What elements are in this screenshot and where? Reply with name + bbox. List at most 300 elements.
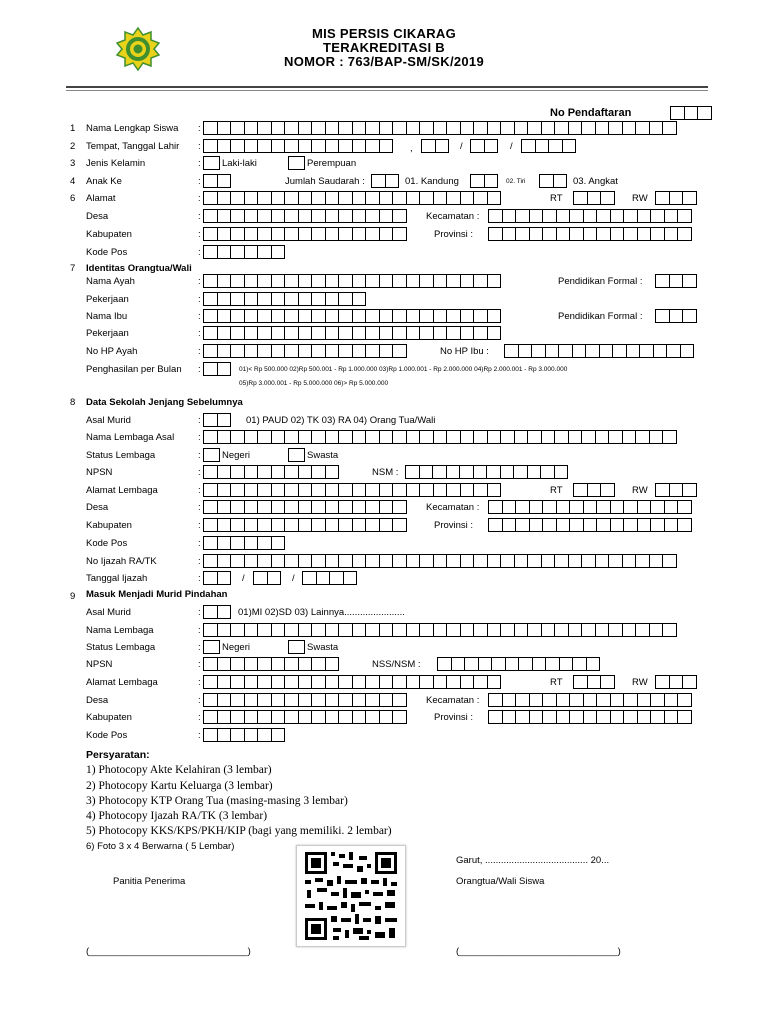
char-box[interactable] <box>257 139 272 153</box>
char-box[interactable] <box>487 675 502 689</box>
char-box[interactable] <box>502 209 517 223</box>
char-box[interactable] <box>311 191 326 205</box>
char-box[interactable] <box>338 710 353 724</box>
tempat-lahir-boxes[interactable] <box>203 139 393 153</box>
char-box[interactable] <box>405 465 420 479</box>
char-box[interactable] <box>325 693 340 707</box>
char-box[interactable] <box>244 554 259 568</box>
char-box[interactable] <box>392 274 407 288</box>
char-box[interactable] <box>637 518 652 532</box>
char-box[interactable] <box>435 139 450 153</box>
char-box[interactable] <box>572 657 587 671</box>
char-box[interactable] <box>596 693 611 707</box>
char-box[interactable] <box>529 693 544 707</box>
char-box[interactable] <box>230 245 245 259</box>
char-box[interactable] <box>316 571 331 585</box>
char-box[interactable] <box>217 227 232 241</box>
char-box[interactable] <box>352 483 367 497</box>
char-box[interactable] <box>267 571 282 585</box>
char-box[interactable] <box>338 274 353 288</box>
char-box[interactable] <box>244 657 259 671</box>
kecamatan-boxes[interactable] <box>488 209 692 223</box>
tgl-ijazah-day-boxes[interactable] <box>203 571 231 585</box>
char-box[interactable] <box>298 710 313 724</box>
char-box[interactable] <box>488 227 503 241</box>
char-box[interactable] <box>419 675 434 689</box>
char-box[interactable] <box>484 139 499 153</box>
char-box[interactable] <box>244 536 259 550</box>
char-box[interactable] <box>217 623 232 637</box>
char-box[interactable] <box>379 309 394 323</box>
char-box[interactable] <box>433 121 448 135</box>
char-box[interactable] <box>600 675 615 689</box>
char-box[interactable] <box>257 292 272 306</box>
char-box[interactable] <box>257 728 272 742</box>
char-box[interactable] <box>244 344 259 358</box>
char-box[interactable] <box>352 191 367 205</box>
alamat-lembaga-boxes[interactable] <box>203 675 501 689</box>
char-box[interactable] <box>244 326 259 340</box>
char-box[interactable] <box>470 174 485 188</box>
char-box[interactable] <box>230 344 245 358</box>
char-box[interactable] <box>664 518 679 532</box>
char-box[interactable] <box>284 326 299 340</box>
char-box[interactable] <box>541 623 556 637</box>
char-box[interactable] <box>600 483 615 497</box>
char-box[interactable] <box>569 518 584 532</box>
char-box[interactable] <box>608 430 623 444</box>
char-box[interactable] <box>284 693 299 707</box>
char-box[interactable] <box>230 623 245 637</box>
char-box[interactable] <box>669 274 684 288</box>
char-box[interactable] <box>257 536 272 550</box>
char-box[interactable] <box>230 309 245 323</box>
char-box[interactable] <box>460 326 475 340</box>
char-box[interactable] <box>433 274 448 288</box>
char-box[interactable] <box>515 710 530 724</box>
char-box[interactable] <box>655 274 670 288</box>
char-box[interactable] <box>677 209 692 223</box>
char-box[interactable] <box>217 121 232 135</box>
char-box[interactable] <box>257 623 272 637</box>
char-box[interactable] <box>664 500 679 514</box>
char-box[interactable] <box>311 483 326 497</box>
char-box[interactable] <box>325 209 340 223</box>
char-box[interactable] <box>569 227 584 241</box>
char-box[interactable] <box>487 326 502 340</box>
char-box[interactable] <box>203 605 218 619</box>
char-box[interactable] <box>284 139 299 153</box>
char-box[interactable] <box>682 483 697 497</box>
char-box[interactable] <box>542 209 557 223</box>
char-box[interactable] <box>257 227 272 241</box>
char-box[interactable] <box>244 209 259 223</box>
char-box[interactable] <box>556 518 571 532</box>
char-box[interactable] <box>500 121 515 135</box>
char-box[interactable] <box>230 657 245 671</box>
char-box[interactable] <box>379 191 394 205</box>
char-box[interactable] <box>217 483 232 497</box>
char-box[interactable] <box>392 710 407 724</box>
char-box[interactable] <box>392 344 407 358</box>
char-box[interactable] <box>392 326 407 340</box>
char-box[interactable] <box>203 500 218 514</box>
char-box[interactable] <box>392 623 407 637</box>
char-box[interactable] <box>230 483 245 497</box>
char-box[interactable] <box>527 465 542 479</box>
char-box[interactable] <box>244 675 259 689</box>
char-box[interactable] <box>379 139 394 153</box>
char-box[interactable] <box>298 344 313 358</box>
pendidikan-ayah-boxes[interactable] <box>655 274 697 288</box>
char-box[interactable] <box>473 121 488 135</box>
char-box[interactable] <box>203 309 218 323</box>
char-box[interactable] <box>230 430 245 444</box>
kabupaten-boxes[interactable] <box>203 518 407 532</box>
char-box[interactable] <box>531 344 546 358</box>
char-box[interactable] <box>500 465 515 479</box>
char-box[interactable] <box>271 139 286 153</box>
char-box[interactable] <box>325 554 340 568</box>
char-box[interactable] <box>217 465 232 479</box>
char-box[interactable] <box>203 191 218 205</box>
char-box[interactable] <box>608 623 623 637</box>
char-box[interactable] <box>325 657 340 671</box>
char-box[interactable] <box>271 554 286 568</box>
tgl-lahir-day-boxes[interactable] <box>421 139 449 153</box>
char-box[interactable] <box>600 191 615 205</box>
char-box[interactable] <box>352 344 367 358</box>
char-box[interactable] <box>230 209 245 223</box>
char-box[interactable] <box>637 227 652 241</box>
char-box[interactable] <box>230 710 245 724</box>
char-box[interactable] <box>697 106 712 120</box>
char-box[interactable] <box>230 728 245 742</box>
rt-boxes[interactable] <box>573 191 615 205</box>
char-box[interactable] <box>284 344 299 358</box>
desa-boxes[interactable] <box>203 500 407 514</box>
char-box[interactable] <box>365 344 380 358</box>
char-box[interactable] <box>203 483 218 497</box>
char-box[interactable] <box>460 121 475 135</box>
char-box[interactable] <box>203 571 218 585</box>
char-box[interactable] <box>244 274 259 288</box>
char-box[interactable] <box>650 693 665 707</box>
char-box[interactable] <box>670 106 685 120</box>
char-box[interactable] <box>284 309 299 323</box>
char-box[interactable] <box>352 227 367 241</box>
char-box[interactable] <box>583 693 598 707</box>
char-box[interactable] <box>365 274 380 288</box>
char-box[interactable] <box>541 121 556 135</box>
char-box[interactable] <box>203 536 218 550</box>
char-box[interactable] <box>406 326 421 340</box>
char-box[interactable] <box>569 209 584 223</box>
char-box[interactable] <box>433 326 448 340</box>
tgl-lahir-month-boxes[interactable] <box>470 139 498 153</box>
char-box[interactable] <box>635 623 650 637</box>
char-box[interactable] <box>365 430 380 444</box>
char-box[interactable] <box>257 483 272 497</box>
char-box[interactable] <box>244 309 259 323</box>
char-box[interactable] <box>257 430 272 444</box>
char-box[interactable] <box>217 209 232 223</box>
char-box[interactable] <box>311 139 326 153</box>
char-box[interactable] <box>338 191 353 205</box>
char-box[interactable] <box>583 518 598 532</box>
char-box[interactable] <box>217 605 232 619</box>
char-box[interactable] <box>217 536 232 550</box>
char-box[interactable] <box>365 191 380 205</box>
rw-boxes[interactable] <box>655 191 697 205</box>
hp-ibu-boxes[interactable] <box>504 344 694 358</box>
char-box[interactable] <box>581 430 596 444</box>
char-box[interactable] <box>635 430 650 444</box>
char-box[interactable] <box>379 623 394 637</box>
char-box[interactable] <box>257 209 272 223</box>
char-box[interactable] <box>554 554 569 568</box>
char-box[interactable] <box>352 309 367 323</box>
char-box[interactable] <box>514 430 529 444</box>
alamat-lembaga-boxes[interactable] <box>203 483 501 497</box>
nss-nsm-boxes[interactable] <box>437 657 600 671</box>
char-box[interactable] <box>371 174 386 188</box>
char-box[interactable] <box>379 518 394 532</box>
char-box[interactable] <box>573 483 588 497</box>
char-box[interactable] <box>325 623 340 637</box>
char-box[interactable] <box>545 344 560 358</box>
char-box[interactable] <box>515 227 530 241</box>
char-box[interactable] <box>677 693 692 707</box>
char-box[interactable] <box>311 209 326 223</box>
char-box[interactable] <box>655 483 670 497</box>
char-box[interactable] <box>596 518 611 532</box>
char-box[interactable] <box>325 274 340 288</box>
char-box[interactable] <box>338 292 353 306</box>
char-box[interactable] <box>244 430 259 444</box>
char-box[interactable] <box>379 274 394 288</box>
char-box[interactable] <box>553 174 568 188</box>
char-box[interactable] <box>284 227 299 241</box>
char-box[interactable] <box>460 483 475 497</box>
char-box[interactable] <box>203 121 218 135</box>
char-box[interactable] <box>298 465 313 479</box>
char-box[interactable] <box>311 623 326 637</box>
char-box[interactable] <box>217 292 232 306</box>
char-box[interactable] <box>311 518 326 532</box>
char-box[interactable] <box>521 139 536 153</box>
char-box[interactable] <box>406 483 421 497</box>
char-box[interactable] <box>271 710 286 724</box>
char-box[interactable] <box>542 518 557 532</box>
char-box[interactable] <box>488 209 503 223</box>
char-box[interactable] <box>626 344 641 358</box>
char-box[interactable] <box>338 227 353 241</box>
char-box[interactable] <box>271 500 286 514</box>
char-box[interactable] <box>230 518 245 532</box>
char-box[interactable] <box>311 500 326 514</box>
char-box[interactable] <box>459 465 474 479</box>
char-box[interactable] <box>325 309 340 323</box>
char-box[interactable] <box>244 292 259 306</box>
char-box[interactable] <box>487 554 502 568</box>
char-box[interactable] <box>406 309 421 323</box>
char-box[interactable] <box>338 518 353 532</box>
char-box[interactable] <box>556 693 571 707</box>
char-box[interactable] <box>352 430 367 444</box>
char-box[interactable] <box>271 227 286 241</box>
char-box[interactable] <box>513 465 528 479</box>
char-box[interactable] <box>568 121 583 135</box>
char-box[interactable] <box>217 174 232 188</box>
char-box[interactable] <box>217 413 232 427</box>
char-box[interactable] <box>406 554 421 568</box>
char-box[interactable] <box>433 191 448 205</box>
char-box[interactable] <box>230 536 245 550</box>
char-box[interactable] <box>650 209 665 223</box>
char-box[interactable] <box>502 693 517 707</box>
char-box[interactable] <box>568 623 583 637</box>
char-box[interactable] <box>446 309 461 323</box>
char-box[interactable] <box>244 121 259 135</box>
char-box[interactable] <box>514 554 529 568</box>
char-box[interactable] <box>473 483 488 497</box>
char-box[interactable] <box>664 710 679 724</box>
char-box[interactable] <box>217 693 232 707</box>
char-box[interactable] <box>338 675 353 689</box>
laki-checkbox[interactable] <box>203 156 220 170</box>
char-box[interactable] <box>677 500 692 514</box>
char-box[interactable] <box>203 657 218 671</box>
char-box[interactable] <box>365 554 380 568</box>
char-box[interactable] <box>271 245 286 259</box>
char-box[interactable] <box>677 710 692 724</box>
char-box[interactable] <box>298 500 313 514</box>
char-box[interactable] <box>554 465 569 479</box>
char-box[interactable] <box>622 623 637 637</box>
char-box[interactable] <box>311 675 326 689</box>
char-box[interactable] <box>392 518 407 532</box>
char-box[interactable] <box>650 227 665 241</box>
char-box[interactable] <box>392 227 407 241</box>
nama-lengkap-boxes[interactable] <box>203 121 677 135</box>
char-box[interactable] <box>298 518 313 532</box>
char-box[interactable] <box>595 623 610 637</box>
char-box[interactable] <box>487 274 502 288</box>
char-box[interactable] <box>595 554 610 568</box>
char-box[interactable] <box>365 209 380 223</box>
char-box[interactable] <box>257 710 272 724</box>
tgl-ijazah-year-boxes[interactable] <box>302 571 357 585</box>
char-box[interactable] <box>230 121 245 135</box>
char-box[interactable] <box>365 227 380 241</box>
char-box[interactable] <box>682 309 697 323</box>
char-box[interactable] <box>556 209 571 223</box>
char-box[interactable] <box>586 657 601 671</box>
char-box[interactable] <box>203 344 218 358</box>
char-box[interactable] <box>284 657 299 671</box>
char-box[interactable] <box>680 344 695 358</box>
char-box[interactable] <box>352 554 367 568</box>
char-box[interactable] <box>298 623 313 637</box>
char-box[interactable] <box>284 500 299 514</box>
char-box[interactable] <box>230 227 245 241</box>
char-box[interactable] <box>244 483 259 497</box>
char-box[interactable] <box>352 326 367 340</box>
rw-boxes[interactable] <box>655 483 697 497</box>
char-box[interactable] <box>203 518 218 532</box>
char-box[interactable] <box>365 518 380 532</box>
char-box[interactable] <box>406 675 421 689</box>
char-box[interactable] <box>217 274 232 288</box>
char-box[interactable] <box>284 209 299 223</box>
char-box[interactable] <box>583 500 598 514</box>
char-box[interactable] <box>572 344 587 358</box>
char-box[interactable] <box>338 500 353 514</box>
char-box[interactable] <box>217 362 232 376</box>
char-box[interactable] <box>392 191 407 205</box>
char-box[interactable] <box>669 191 684 205</box>
char-box[interactable] <box>539 174 554 188</box>
char-box[interactable] <box>554 121 569 135</box>
char-box[interactable] <box>419 309 434 323</box>
char-box[interactable] <box>271 465 286 479</box>
char-box[interactable] <box>365 675 380 689</box>
char-box[interactable] <box>460 623 475 637</box>
char-box[interactable] <box>488 518 503 532</box>
char-box[interactable] <box>203 292 218 306</box>
char-box[interactable] <box>581 623 596 637</box>
char-box[interactable] <box>502 500 517 514</box>
char-box[interactable] <box>365 623 380 637</box>
char-box[interactable] <box>500 430 515 444</box>
nama-ibu-boxes[interactable] <box>203 309 501 323</box>
char-box[interactable] <box>554 430 569 444</box>
char-box[interactable] <box>325 430 340 444</box>
char-box[interactable] <box>217 657 232 671</box>
char-box[interactable] <box>298 227 313 241</box>
provinsi-boxes[interactable] <box>488 227 692 241</box>
char-box[interactable] <box>217 554 232 568</box>
char-box[interactable] <box>623 500 638 514</box>
char-box[interactable] <box>637 209 652 223</box>
char-box[interactable] <box>284 465 299 479</box>
char-box[interactable] <box>608 554 623 568</box>
char-box[interactable] <box>433 623 448 637</box>
char-box[interactable] <box>338 483 353 497</box>
char-box[interactable] <box>650 710 665 724</box>
char-box[interactable] <box>271 191 286 205</box>
char-box[interactable] <box>623 518 638 532</box>
char-box[interactable] <box>352 209 367 223</box>
anak-ke-boxes[interactable] <box>203 174 231 188</box>
char-box[interactable] <box>515 209 530 223</box>
char-box[interactable] <box>230 292 245 306</box>
char-box[interactable] <box>343 571 358 585</box>
char-box[interactable] <box>669 675 684 689</box>
char-box[interactable] <box>325 518 340 532</box>
swasta-checkbox[interactable] <box>288 640 305 654</box>
char-box[interactable] <box>612 344 627 358</box>
char-box[interactable] <box>556 227 571 241</box>
tgl-lahir-year-boxes[interactable] <box>521 139 576 153</box>
char-box[interactable] <box>298 657 313 671</box>
char-box[interactable] <box>540 465 555 479</box>
char-box[interactable] <box>622 121 637 135</box>
char-box[interactable] <box>527 121 542 135</box>
char-box[interactable] <box>587 191 602 205</box>
char-box[interactable] <box>487 430 502 444</box>
